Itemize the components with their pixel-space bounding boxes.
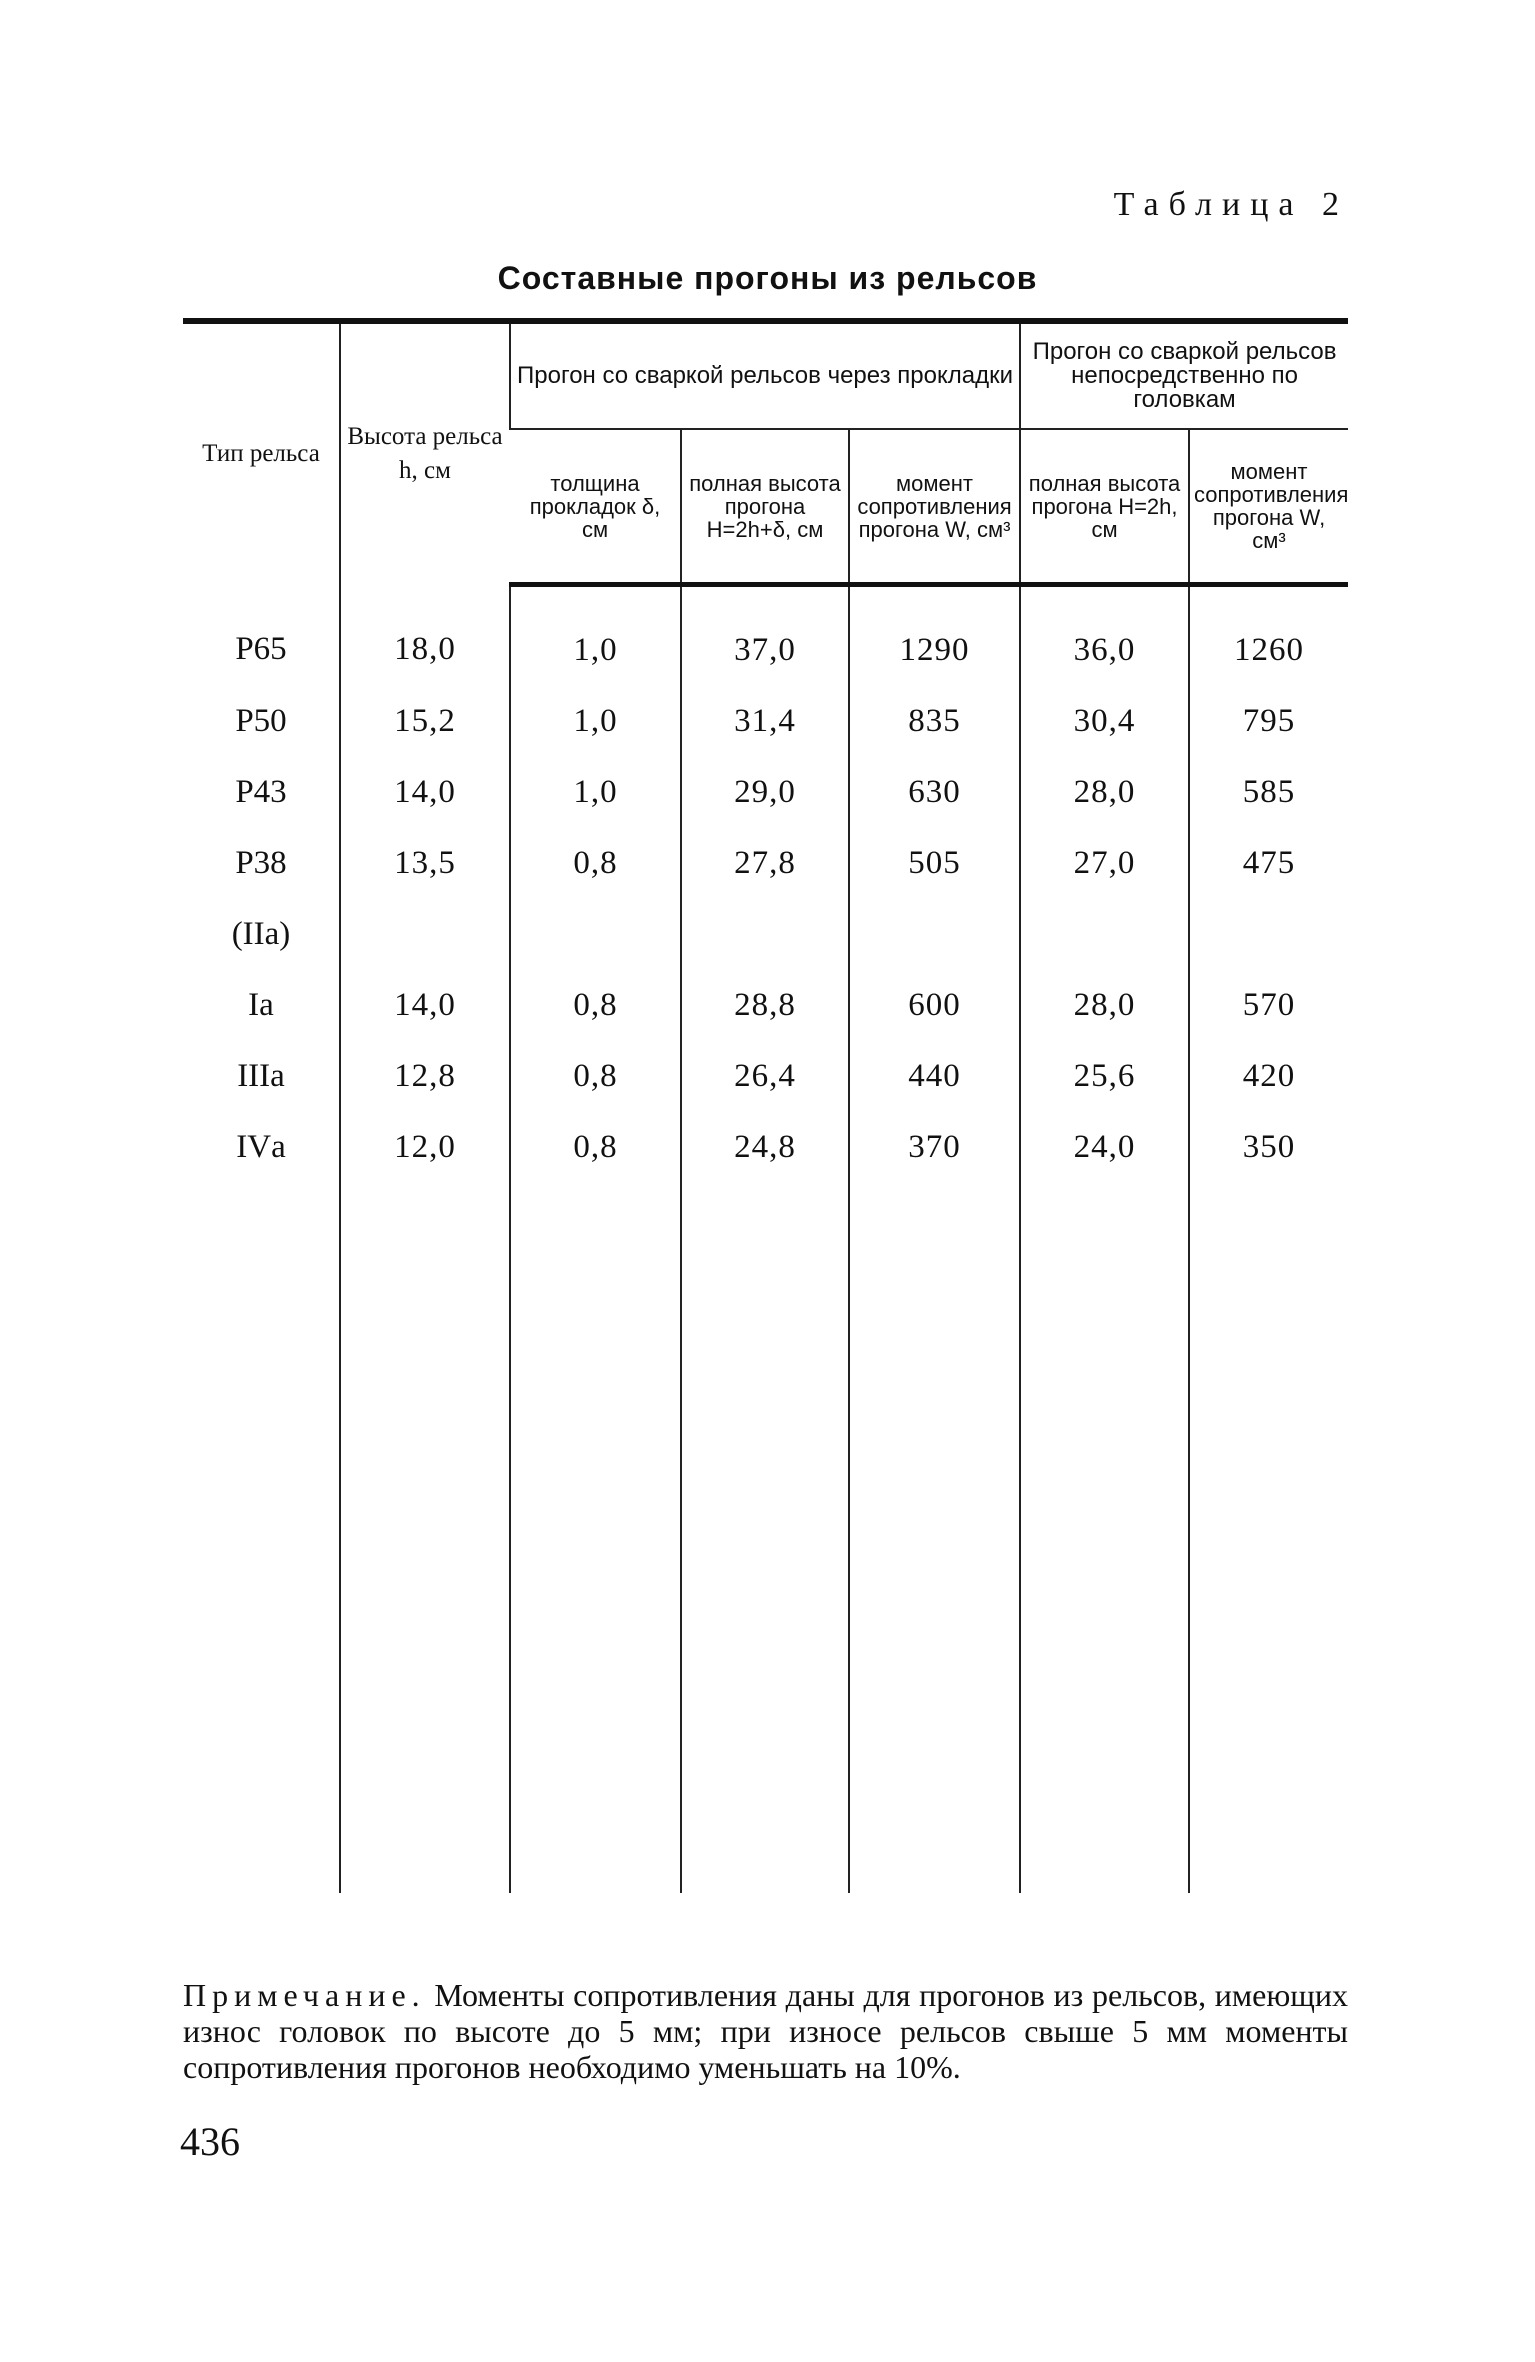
cell-pad-thickness: 1,0 [510,686,681,757]
cell-direct-full-height: 28,0 [1020,970,1189,1041]
empty-cell [1189,1183,1348,1893]
cell-rail-height: 12,8 [340,1041,510,1112]
cell-pad-thickness: 0,8 [510,970,681,1041]
cell-direct-full-height: 28,0 [1020,757,1189,828]
empty-cell [510,1183,681,1893]
cell-direct-full-height: 30,4 [1020,686,1189,757]
cell-rail-type: Р38 [235,845,287,881]
cell-direct-full-height: 24,0 [1020,1112,1189,1183]
cell-pad-thickness: 0,8 [510,1112,681,1183]
cell-rail-type: Iа [248,987,274,1023]
cell-pad-moment [849,899,1020,970]
header-direct-moment: момент сопротивления прогона W, см³ [1189,429,1348,585]
rails-table [183,318,1348,1893]
cell-direct-moment: 570 [1189,970,1348,1041]
table-header [183,321,1348,585]
cell-rail-height [340,899,510,970]
cell-rail-type: (IIа) [231,916,291,952]
empty-cell [1020,1183,1189,1893]
cell-pad-full-height: 24,8 [681,1112,849,1183]
cell-direct-full-height: 36,0 [1020,585,1189,687]
header-rail-height: Высота рельса h, см [340,321,510,585]
table-title: Составные прогоны из рельсов [497,260,1038,296]
cell-rail-height: 12,0 [340,1112,510,1183]
cell-rail-height: 14,0 [340,970,510,1041]
cell-pad-thickness [510,899,681,970]
table-row [183,585,1348,687]
cell-pad-thickness: 1,0 [510,585,681,687]
table-row [183,970,1348,1041]
cell-pad-thickness: 1,0 [510,757,681,828]
cell-pad-full-height: 26,4 [681,1041,849,1112]
cell-direct-moment [1189,899,1348,970]
table-label: Таблица 2 [1113,186,1349,223]
empty-cell [183,1183,340,1893]
cell-pad-full-height: 29,0 [681,757,849,828]
cell-pad-thickness: 0,8 [510,1041,681,1112]
cell-pad-moment: 835 [849,686,1020,757]
cell-rail-type: Р43 [235,774,287,810]
table-row [183,899,1348,970]
cell-rail-height: 18,0 [340,585,510,687]
cell-pad-full-height [681,899,849,970]
header-group-direct: Прогон со сваркой рельсов непосредственно по головкам [1020,321,1348,429]
table-empty-space [183,1183,1348,1893]
cell-pad-moment: 630 [849,757,1020,828]
cell-direct-moment: 1260 [1189,585,1348,687]
table-row [183,1112,1348,1183]
empty-cell [849,1183,1020,1893]
empty-cell [681,1183,849,1893]
cell-rail-type: IVа [236,1129,286,1165]
cell-direct-full-height: 27,0 [1020,828,1189,899]
note-text: Моменты сопротивления даны для прогонов из рельсов, имеющих износ головок по высоте до 5 мм; при износе рельсов свыше 5 мм моменты сопротивления прогонов необходимо уменьшать на 10%. [183,1977,1349,2085]
table-row [183,757,1348,828]
cell-rail-type: Р50 [235,703,287,739]
cell-pad-full-height: 28,8 [681,970,849,1041]
header-rail-type: Тип рельса [202,440,320,468]
table-note [183,1977,1348,2085]
cell-direct-moment: 585 [1189,757,1348,828]
cell-rail-type: Р65 [235,630,287,667]
cell-direct-moment: 350 [1189,1112,1348,1183]
cell-pad-moment: 370 [849,1112,1020,1183]
cell-pad-full-height: 37,0 [681,585,849,687]
cell-pad-thickness: 0,8 [510,828,681,899]
table-row [183,1041,1348,1112]
cell-direct-full-height [1020,899,1189,970]
cell-rail-height: 14,0 [340,757,510,828]
cell-direct-moment: 420 [1189,1041,1348,1112]
cell-rail-height: 13,5 [340,828,510,899]
note-lead: Примечание. [183,1977,426,2013]
cell-pad-moment: 600 [849,970,1020,1041]
header-pad-thickness: толщина прокладок δ, см [510,429,681,585]
cell-rail-height: 15,2 [340,686,510,757]
cell-direct-moment: 475 [1189,828,1348,899]
header-group-pad: Прогон со сваркой рельсов через прокладки [510,321,1020,429]
cell-rail-type: IIIа [237,1058,285,1094]
page-number: 436 [180,2119,240,2164]
cell-pad-full-height: 31,4 [681,686,849,757]
header-pad-moment: момент сопротивления прогона W, см³ [849,429,1020,585]
cell-pad-moment: 440 [849,1041,1020,1112]
header-pad-full-height: полная высота прогона H=2h+δ, см [681,429,849,585]
cell-pad-moment: 1290 [849,585,1020,687]
header-direct-full-height: полная высота прогона H=2h, см [1020,429,1189,585]
cell-direct-moment: 795 [1189,686,1348,757]
empty-cell [340,1183,510,1893]
table-row [183,686,1348,757]
table-body [183,585,1348,1894]
cell-pad-full-height: 27,8 [681,828,849,899]
cell-direct-full-height: 25,6 [1020,1041,1189,1112]
cell-pad-moment: 505 [849,828,1020,899]
table-row [183,828,1348,899]
rails-table-container [183,318,1348,1893]
